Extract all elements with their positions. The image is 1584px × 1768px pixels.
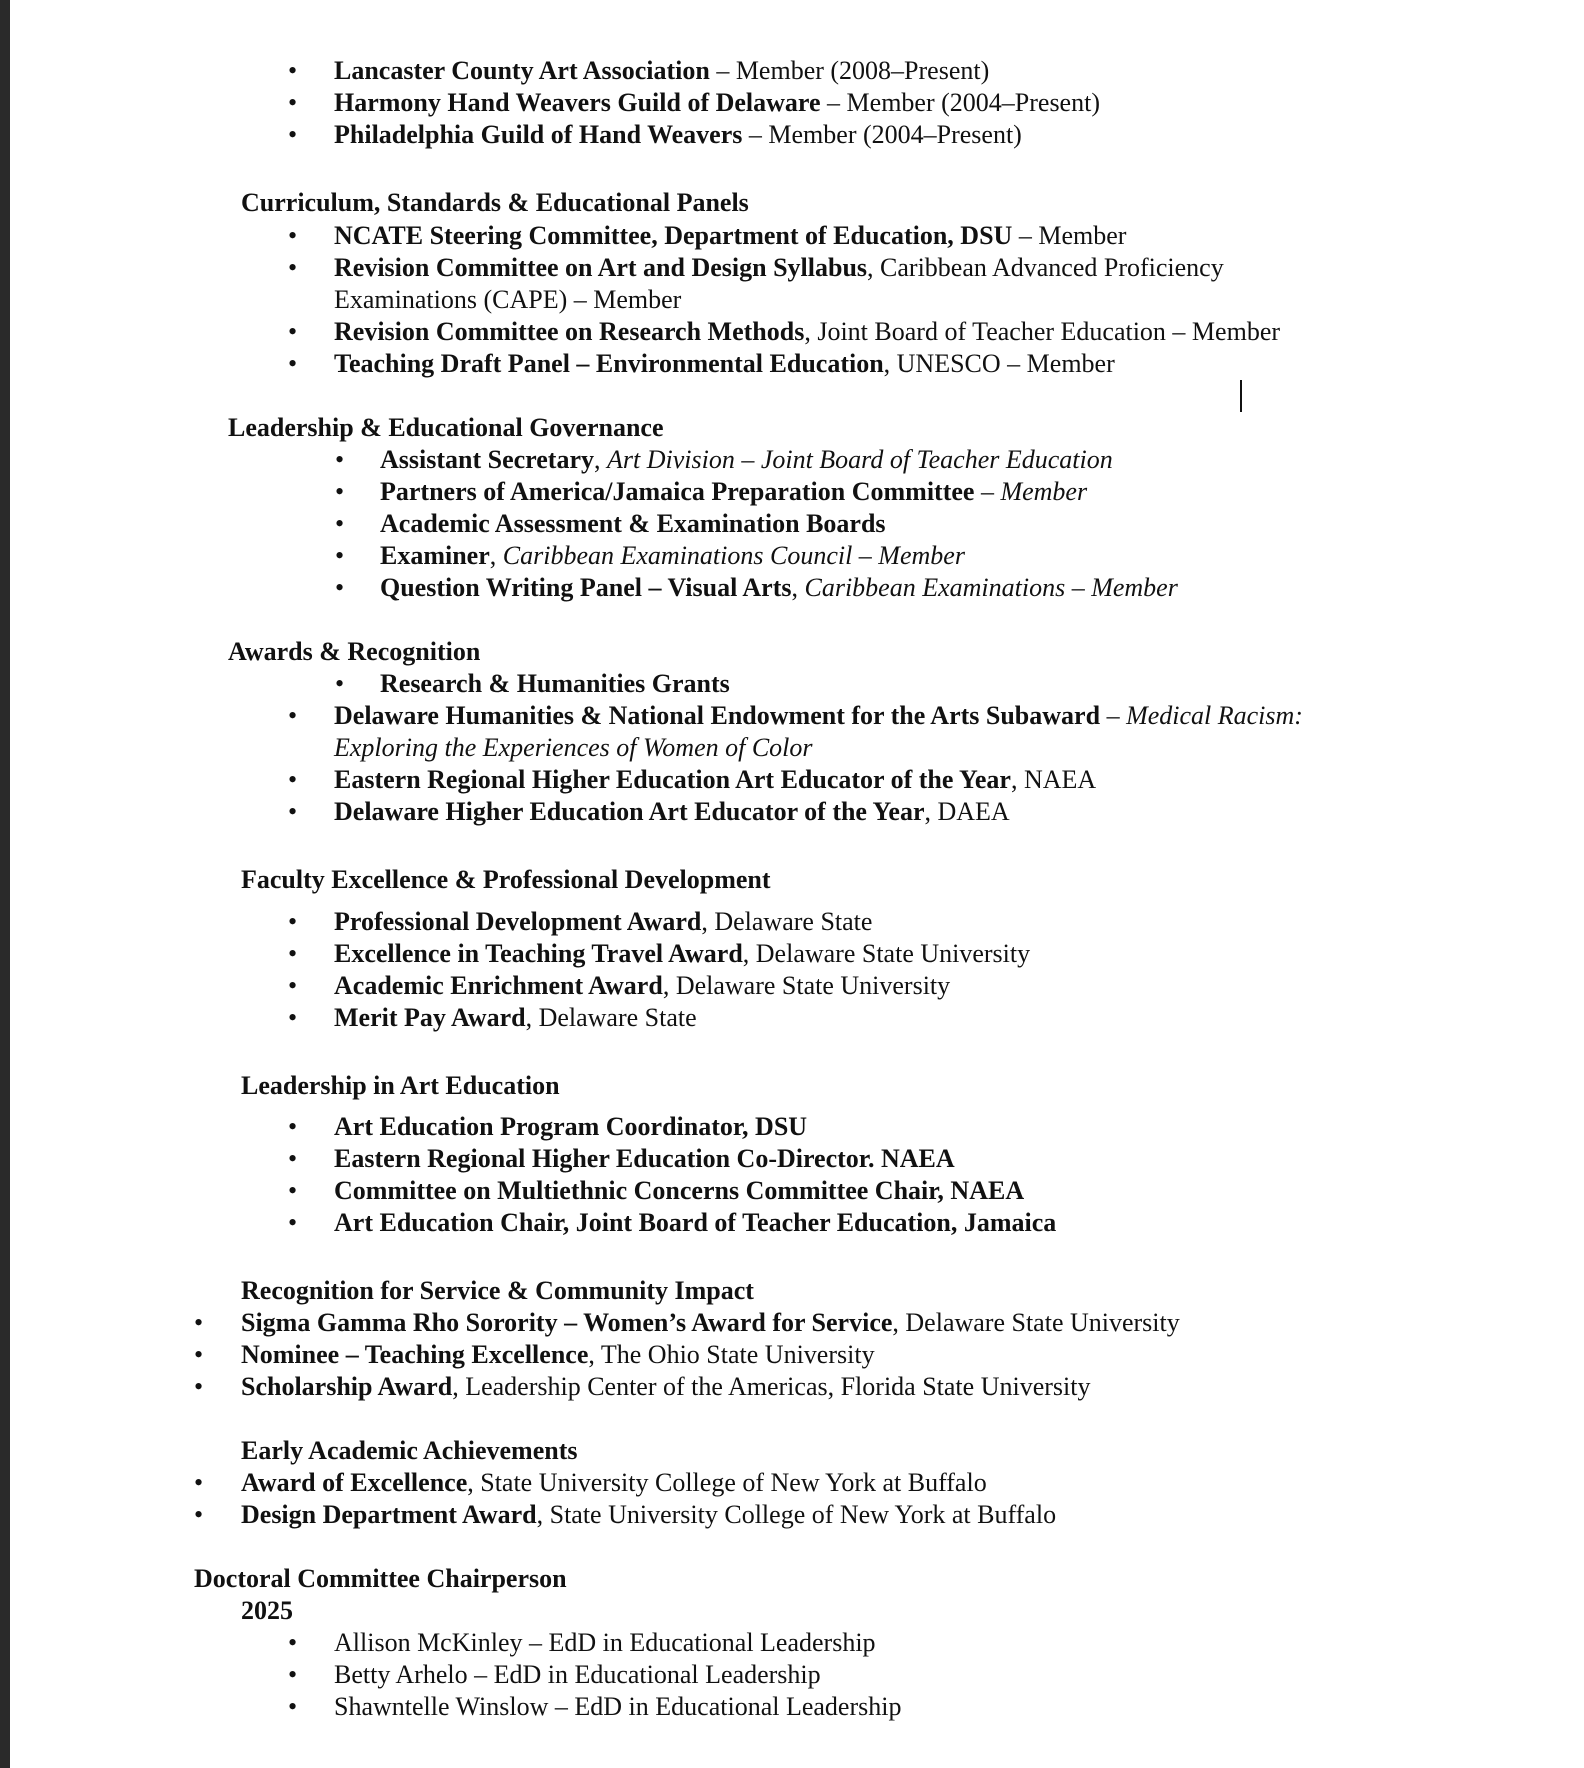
leadership-art-item: Committee on Multiethnic Concerns Committee Chair, NAEA — [334, 1176, 1025, 1205]
service-item: Scholarship Award, Leadership Center of the Americas, Florida State University — [241, 1372, 1091, 1401]
bullet — [335, 444, 347, 476]
section-heading-early: Early Academic Achievements — [241, 1436, 578, 1465]
early-item: Award of Excellence, State University College of New York at Buffalo — [241, 1468, 987, 1497]
curriculum-item: Revision Committee on Research Methods, Joint Board of Teacher Education – Member — [334, 317, 1281, 346]
bullet — [194, 1467, 206, 1499]
text-cursor — [1240, 380, 1242, 412]
doctoral-item: Betty Arhelo – EdD in Educational Leadership — [334, 1660, 821, 1689]
award-item: Eastern Regional Higher Education Art Educator of the Year, NAEA — [334, 765, 1097, 794]
bullet — [194, 1339, 206, 1371]
membership-item: Lancaster County Art Association – Member (2008–Present) — [334, 56, 990, 85]
membership-item: Philadelphia Guild of Hand Weavers – Member (2004–Present) — [334, 120, 1022, 149]
membership-item: Harmony Hand Weavers Guild of Delaware – Member (2004–Present) — [334, 88, 1100, 117]
curriculum-item: Teaching Draft Panel – Environmental Education, UNESCO – Member — [334, 349, 1115, 378]
bullet — [288, 348, 300, 380]
governance-item: Assistant Secretary, Art Division – Joint Board of Teacher Education — [380, 445, 1113, 474]
governance-item: Academic Assessment & Examination Boards — [380, 509, 886, 538]
bullet — [288, 1175, 300, 1207]
bullet — [335, 476, 347, 508]
curriculum-item-continuation: Examinations (CAPE) – Member — [334, 285, 682, 314]
service-item: Nominee – Teaching Excellence, The Ohio State University — [241, 1340, 875, 1369]
doctoral-item: Allison McKinley – EdD in Educational Leadership — [334, 1628, 876, 1657]
bullet — [288, 119, 300, 151]
bullet — [288, 1207, 300, 1239]
bullet — [288, 1143, 300, 1175]
doctoral-year: 2025 — [241, 1596, 293, 1625]
section-heading-faculty: Faculty Excellence & Professional Development — [241, 865, 771, 894]
awards-subheading: Research & Humanities Grants — [380, 669, 730, 698]
award-item: Delaware Humanities & National Endowment for the Arts Subaward – Medical Racism: — [334, 701, 1303, 730]
leadership-art-item: Art Education Program Coordinator, DSU — [334, 1112, 808, 1141]
bullet — [288, 252, 300, 284]
bullet — [335, 572, 347, 604]
section-heading-doctoral: Doctoral Committee Chairperson — [194, 1564, 567, 1593]
bullet — [194, 1307, 206, 1339]
bullet — [288, 938, 300, 970]
early-item: Design Department Award, State University College of New York at Buffalo — [241, 1500, 1057, 1529]
award-item-continuation: Exploring the Experiences of Women of Color — [334, 733, 813, 762]
doctoral-item: Shawntelle Winslow – EdD in Educational Leadership — [334, 1692, 902, 1721]
bullet — [288, 1659, 300, 1691]
faculty-item: Excellence in Teaching Travel Award, Delaware State University — [334, 939, 1031, 968]
bullet — [335, 508, 347, 540]
bullet — [194, 1371, 206, 1403]
governance-item: Examiner, Caribbean Examinations Council – Member — [380, 541, 965, 570]
governance-item: Question Writing Panel – Visual Arts, Caribbean Examinations – Member — [380, 573, 1178, 602]
section-heading-curriculum: Curriculum, Standards & Educational Panels — [241, 188, 749, 217]
governance-item: Partners of America/Jamaica Preparation Committee – Member — [380, 477, 1088, 506]
curriculum-item: NCATE Steering Committee, Department of Education, DSU – Member — [334, 221, 1127, 250]
bullet — [335, 540, 347, 572]
bullet — [288, 1002, 300, 1034]
bullet — [288, 764, 300, 796]
service-item: Sigma Gamma Rho Sorority – Women’s Award for Service, Delaware State University — [241, 1308, 1180, 1337]
section-heading-leadership-governance: Leadership & Educational Governance — [228, 413, 664, 442]
faculty-item: Merit Pay Award, Delaware State — [334, 1003, 697, 1032]
bullet — [288, 220, 300, 252]
bullet — [288, 796, 300, 828]
bullet — [288, 316, 300, 348]
bullet — [288, 55, 300, 87]
bullet — [288, 1627, 300, 1659]
bullet — [288, 970, 300, 1002]
faculty-item: Academic Enrichment Award, Delaware State University — [334, 971, 951, 1000]
bullet — [288, 906, 300, 938]
bullet — [194, 1499, 206, 1531]
bullet — [288, 1111, 300, 1143]
award-item: Delaware Higher Education Art Educator of the Year, DAEA — [334, 797, 1010, 826]
bullet — [335, 668, 347, 700]
bullet — [288, 700, 300, 732]
leadership-art-item: Eastern Regional Higher Education Co-Director. NAEA — [334, 1144, 955, 1173]
section-heading-leadership-art: Leadership in Art Education — [241, 1071, 560, 1100]
bullet — [288, 87, 300, 119]
bullet — [288, 1691, 300, 1723]
section-heading-service: Recognition for Service & Community Impact — [241, 1276, 754, 1305]
curriculum-item: Revision Committee on Art and Design Syllabus, Caribbean Advanced Proficiency — [334, 253, 1224, 282]
leadership-art-item: Art Education Chair, Joint Board of Teacher Education, Jamaica — [334, 1208, 1057, 1237]
faculty-item: Professional Development Award, Delaware State — [334, 907, 873, 936]
section-heading-awards: Awards & Recognition — [228, 637, 481, 666]
